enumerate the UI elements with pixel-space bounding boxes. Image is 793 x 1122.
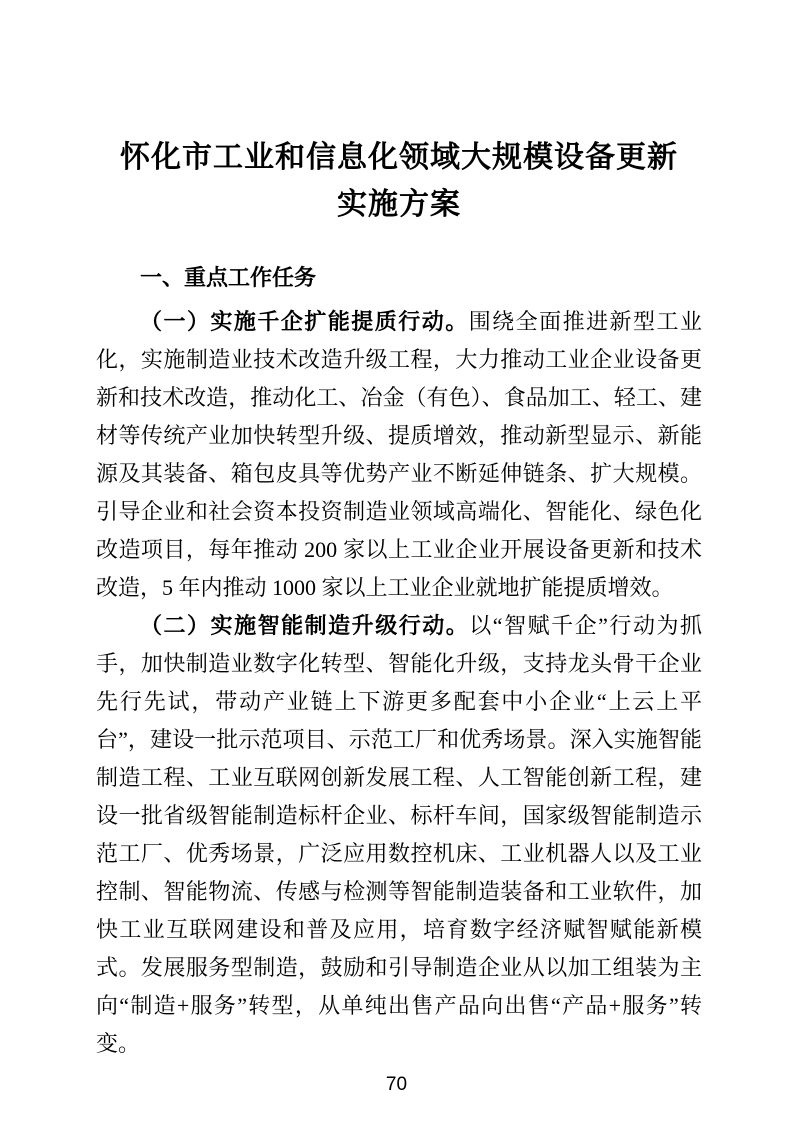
paragraph-1-body: 围绕全面推进新型工业化，实施制造业技术改造升级工程，大力推动工业企业设备更新和技术改造，推动化工、冶金（有色）、食品加工、轻工、建材等传统产业加快转型升级、提质增效，推动新型显示、新能源及其装备、箱包皮具等优势产业不断延伸链条、扩大规模。引导企业和社会资本投资制造业领域高端化、智能化、绿色化改造项目，每年推动 200 家以上工业企业开展设备更新和技术改造，5 年内推动 1000 家以上工业企业就地扩能提质增效。 [96, 309, 702, 600]
paragraph-1-lead: （一）实施千企扩能提质行动。 [140, 309, 469, 334]
document-title [96, 134, 702, 228]
section-heading: 一、重点工作任务 [140, 265, 317, 290]
paragraph-2-lead: （二）实施智能制造升级行动。 [140, 613, 470, 638]
paragraph-1 [96, 303, 702, 607]
paragraph-2 [96, 607, 702, 1063]
paragraph-2-body: 以“智赋千企”行动为抓手，加快制造业数字化转型、智能化升级，支持龙头骨干企业先行先试，带动产业链上下游更多配套中小企业“上云上平台”，建设一批示范项目、示范工厂和优秀场景。深入实施智能制造工程、工业互联网创新发展工程、人工智能创新工程，建设一批省级智能制造标杆企业、标杆车间，国家级智能制造示范工厂、优秀场景，广泛应用数控机床、工业机器人以及工业控制、智能物流、传感与检测等智能制造装备和工业软件，加快工业互联网建设和普及应用，培育数字经济赋智赋能新模式。发展服务型制造，鼓励和引导制造企业从以加工组装为主向“制造+服务”转型，从单纯出售产品向出售“产品+服务”转变。 [96, 613, 702, 1056]
page-number: 70 [385, 1074, 408, 1095]
document-title-line2: 实施方案 [337, 188, 461, 221]
document-title-line1: 怀化市工业和信息化领域大规模设备更新 [120, 141, 678, 174]
